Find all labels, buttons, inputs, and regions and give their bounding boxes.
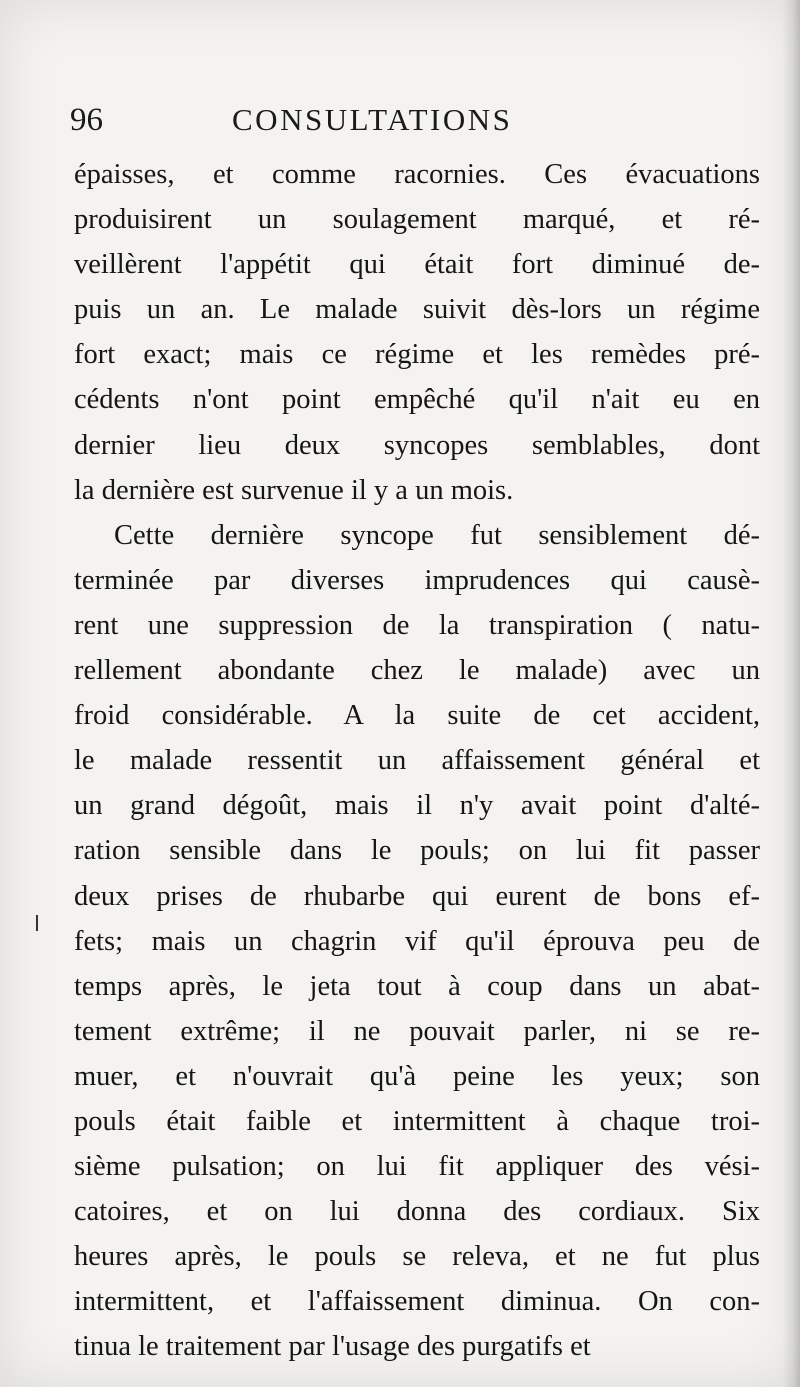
page-number: 96	[70, 102, 103, 138]
text-line: rellement abondante chez le malade) avec un	[74, 655, 760, 687]
paragraph	[74, 513, 760, 1370]
text-line: Cette dernière syncope fut sensiblement dé-	[114, 519, 760, 551]
text-line: terminée par diverses imprudences qui causè-	[74, 564, 760, 596]
text-line: ration sensible dans le pouls; on lui fit passer	[74, 835, 760, 867]
paragraph	[74, 152, 760, 513]
text-line: fort exact; mais ce régime et les remèdes pré-	[74, 339, 760, 371]
text-line: temps après, le jeta tout à coup dans un abat-	[74, 970, 760, 1002]
text-line: froid considérable. A la suite de cet accident,	[74, 700, 760, 732]
text-line: un grand dégoût, mais il n'y avait point d'alté-	[74, 790, 760, 822]
text-line: épaisses, et comme racornies. Ces évacuations	[74, 159, 760, 190]
text-line: sième pulsation; on lui fit appliquer des vési-	[74, 1151, 760, 1183]
text-line: la dernière est survenue il y a un mois.	[74, 474, 514, 506]
text-line: deux prises de rhubarbe qui eurent de bons ef-	[74, 880, 760, 912]
body-text	[74, 152, 760, 1370]
text-line: tinua le traitement par l'usage des purgatifs et	[74, 1331, 591, 1363]
text-line: intermittent, et l'affaissement diminua. On con-	[74, 1286, 760, 1318]
text-line: pouls était faible et intermittent à chaque troi-	[74, 1105, 760, 1137]
text-line: cédents n'ont point empêché qu'il n'ait eu en	[74, 384, 760, 416]
text-line: catoires, et on lui donna des cordiaux. Six	[74, 1196, 760, 1228]
text-line: veillèrent l'appétit qui était fort diminué de-	[74, 249, 760, 281]
text-line: muer, et n'ouvrait qu'à peine les yeux; son	[74, 1060, 760, 1092]
text-line: produisirent un soulagement marqué, et ré-	[74, 204, 760, 236]
text-line: puis un an. Le malade suivit dès-lors un régime	[74, 294, 760, 326]
text-line: tement extrême; il ne pouvait parler, ni se re-	[74, 1015, 760, 1047]
page-edge-shadow	[782, 0, 800, 1387]
running-title: CONSULTATIONS	[232, 102, 513, 137]
margin-mark	[36, 915, 38, 931]
page-header	[70, 98, 760, 142]
text-line: rent une suppression de la transpiration ( natu-	[74, 609, 760, 641]
text-line: heures après, le pouls se releva, et ne fut plus	[74, 1241, 760, 1273]
text-line: dernier lieu deux syncopes semblables, dont	[74, 429, 760, 461]
text-line: le malade ressentit un affaissement général et	[74, 745, 760, 777]
text-line: fets; mais un chagrin vif qu'il éprouva peu de	[74, 925, 760, 957]
